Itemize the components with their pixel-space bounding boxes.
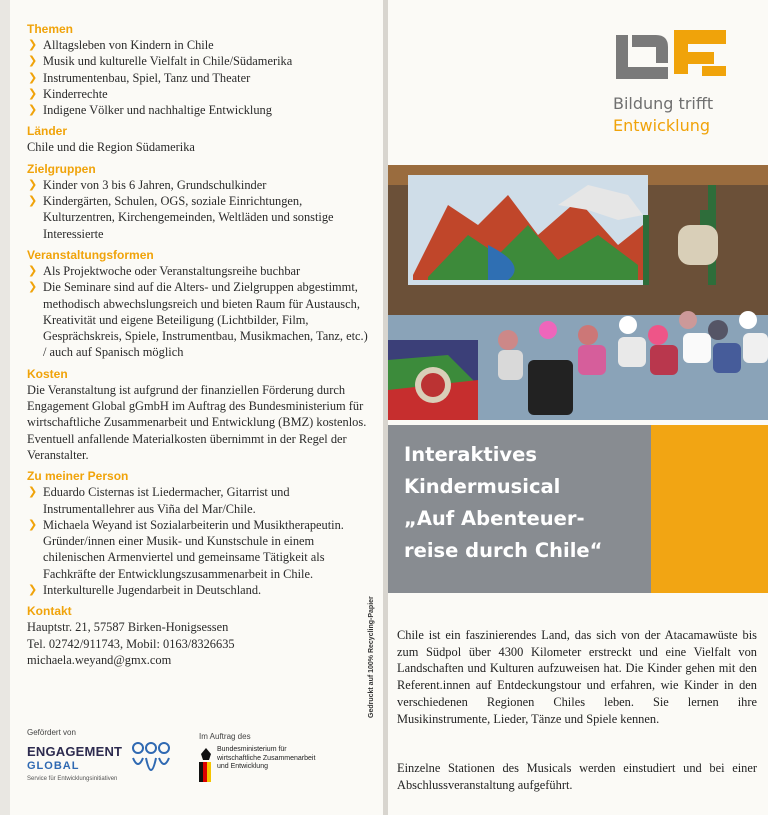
laender-heading: Länder [27,124,68,139]
kontakt-address: Hauptstr. 21, 57587 Birken-Honigsessen [27,620,229,635]
list-item: ❯ Alltagsleben von Kindern in Chile [28,38,214,52]
kontakt-phone: Tel. 02742/911743, Mobil: 0163/8326635 [27,636,235,651]
brand-line-1: Bildung trifft [613,94,714,113]
kosten-text: Die Veranstaltung ist aufgrund der finanziellen Förderung durch Engagement Global gGmbH im Auftrag des Bundesministerium für wirtschaftliche Zusammenarbeit und Entwicklung (BMZ) kostenlos. Eventuell anfallende Materialkosten übernimmt in der Regel der Veranstalter. [27,382,367,462]
chevron-right-icon: ❯ [28,103,38,117]
title-box [388,425,651,593]
brand-line-2: Entwicklung [613,116,710,135]
chevron-right-icon: ❯ [28,263,38,277]
kosten-heading: Kosten [27,366,68,381]
list-item: ❯ Kinderrechte [28,86,108,101]
list-item: ❯ Instrumentenbau, Spiel, Tanz und Theater [28,70,251,85]
person-heading: Zu meiner Person [27,469,129,484]
description-para-2: Einzelne Stationen des Musicals werden einstudiert und bei einer Abschlussveranstaltung aufgeführt. [397,761,757,792]
auftrag-label: Im Auftrag des [199,732,251,741]
kontakt-email[interactable]: michaela.weyand@gmx.com [27,652,172,667]
recycling-note: Gedruckt auf 100% Recycling-Papier [368,596,375,718]
title-line-1: Interaktives [404,443,537,466]
engagement-global-people-icon [130,740,172,784]
musical-stage-photo [388,165,768,420]
person-list [27,484,368,598]
chevron-right-icon: ❯ [28,280,38,294]
zielgruppen-heading: Zielgruppen [27,161,96,176]
engagement-global-logo-text: ENGAGEMENT [27,744,123,759]
title-line-2: Kindermusical [404,475,561,498]
gefoerdert-label: Gefördert von [27,728,76,737]
bildung-trifft-entwicklung-logo [616,30,726,85]
list-item: ❯ Als Projektwoche oder Veranstaltungsreihe buchbar [28,263,301,278]
zielgruppen-list [27,177,368,242]
federal-eagle-icon [199,746,213,782]
right-panel [388,0,768,815]
stage-photo-illustration [388,165,768,420]
laender-text: Chile und die Region Südamerika [27,140,195,155]
chevron-right-icon: ❯ [28,583,38,597]
engagement-global-tagline: Service für Entwicklungsinitiativen [27,776,118,782]
themen-heading: Themen [27,22,74,36]
list-item: ❯ Kindergärten, Schulen, OGS, soziale Einrichtungen, Kulturzentren, Kirchengemeinden, Weltläden und sonstige Interessierte [28,194,334,241]
title-line-3: „Auf Abenteuer- [404,507,585,530]
veranstaltungsformen-list [27,263,368,361]
list-item: ❯ Interkulturelle Jugendarbeit in Deutschland. [28,583,262,598]
description-para-1: Chile ist ein faszinierendes Land, das sich von der Atacamawüste bis zum Südpol über 4300 Kilometer erstreckt und eine Vielfalt von Landschaften und Kulturen aufzuweisen hat. Die Kinder gehen mit den Referent.innen auf Entdeckungstour und erfahren, wie Kinder in den verschiedenen Regionen Chiles leben. Sie lernen ihre Musikinstrumente, Lieder, Tänze und Spiele kennen. [397,628,757,726]
orange-accent-block [651,425,768,593]
list-item: ❯ Eduardo Cisternas ist Liedermacher, Gitarrist und Instrumentallehrer aus Viña del Mar/Chile. [28,485,290,516]
sponsor-logos [27,728,367,808]
veranstaltungsformen-heading: Veranstaltungsformen [27,247,154,262]
list-item: ❯ Michaela Weyand ist Sozialarbeiterin und Musiktherapeutin. Gründer/innen einer Musik- und Kunstschule in einem chilenischen Armenviertel und gemeinsame Tätigkeit als Fachkräfte der Entwicklungszusammenarbeit in Chile. [28,517,344,581]
chevron-right-icon: ❯ [28,177,38,191]
list-item: ❯ Kinder von 3 bis 6 Jahren, Grundschulkinder [28,177,267,192]
kontakt-heading: Kontakt [27,604,72,619]
list-item: ❯ Die Seminare sind auf die Alters- und Zielgruppen abgestimmt, methodisch abwechslungsreich und bieten Raum für Austausch, Kreativität und eigene Beteiligung (Lichtbilder, Film, Gesprächskreis, Spiele, Instrumentbau, Musikmachen, Tanz, etc.) / auch auf Spanisch möglich [28,280,368,360]
chevron-right-icon: ❯ [28,485,38,499]
list-item: ❯ Musik und kulturelle Vielfalt in Chile/Südamerika [28,54,293,69]
chevron-right-icon: ❯ [28,194,38,208]
chevron-right-icon: ❯ [28,54,38,68]
chevron-right-icon: ❯ [28,70,38,84]
themen-list [27,37,368,118]
chevron-right-icon: ❯ [28,86,38,100]
bmz-name: Bundesministerium für wirtschaftliche Zusammenarbeit und Entwicklung [217,746,316,770]
left-panel [10,0,384,815]
chevron-right-icon: ❯ [28,517,38,531]
engagement-global-subtext: GLOBAL [27,760,80,772]
list-item: ❯ Indigene Völker und nachhaltige Entwicklung [28,103,272,118]
chevron-right-icon: ❯ [28,38,38,51]
title-line-4: reise durch Chile“ [404,539,603,562]
